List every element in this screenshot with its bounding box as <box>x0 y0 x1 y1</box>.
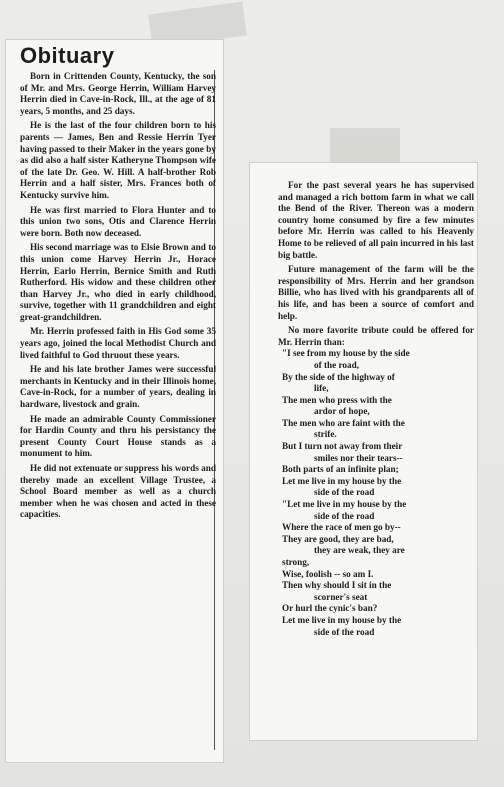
paragraph: Mr. Herrin professed faith in His God some 35 years ago, joined the local Methodist Church and lived faithful to God thruout these years. <box>20 326 216 360</box>
poem-line: The men who are faint with the <box>282 417 405 428</box>
poem-line: "I see from my house by the side <box>282 348 410 359</box>
poem-line: Let me live in my house by the <box>282 614 402 625</box>
poem-line: By the side of the highway of <box>282 371 395 382</box>
paragraph: Born in Crittenden County, Kentucky, the son of Mr. and Mrs. George Herrin, William Harvey Herrin died in Cave-in-Rock, Ill., at the age of 81 years, 5 months, and 25 days. <box>20 71 216 116</box>
paragraph: He did not extenuate or suppress his words and thereby made an excellent Village Trustee, a School Board member as well as a church member when he was chosen and acted in these capacities. <box>20 463 216 520</box>
poem-line: They are good, they are bad, <box>282 533 394 544</box>
poem-line: Where the race of men go by-- <box>282 522 401 533</box>
paragraph: Future management of the farm will be the responsibility of Mrs. Herrin and her grandson Billie, who has lived with his grandparents all of his life, and has been a source of comfort and help. <box>278 264 474 321</box>
paragraph: He is the last of the four children born to his parents — James, Ben and Ressie Herrin Tyer having passed to their Maker in the years gone by as did also a half sister Katheryne Thompson wife of the late Dr. Geo. W. Hill. A half-brother Rob Herrin and a half sister, Mrs. Frances both of Kentucky survive him. <box>20 120 216 200</box>
poem-line: Let me live in my house by the <box>282 475 402 486</box>
poem-line: smiles nor their tears-- <box>314 452 403 463</box>
poem-line: ardor of hope, <box>314 406 370 417</box>
obituary-column-left <box>20 44 216 524</box>
poem-line: The men who press with the <box>282 394 392 405</box>
poem-line: they are weak, they are <box>314 545 405 556</box>
poem-line: of the road, <box>314 359 359 370</box>
poem-line: side of the road <box>314 487 375 498</box>
poem-line: side of the road <box>314 626 375 637</box>
poem-line: strife. <box>314 429 337 440</box>
poem-line: strong, <box>282 557 310 567</box>
obituary-column-right <box>278 180 474 638</box>
poem <box>278 348 474 638</box>
poem-line: But I turn not away from their <box>282 441 403 452</box>
poem-line: Wise, foolish -- so am I. <box>282 568 374 579</box>
paragraph: He made an admirable County Commissioner for Hardin County and thru his persistancy the present County Court House stands as a monument to him. <box>20 413 216 459</box>
tape-strip <box>330 128 400 168</box>
poem-line: scorner's seat <box>314 591 368 602</box>
poem-line: Then why should I sit in the <box>282 580 392 591</box>
poem-line: Both parts of an infinite plan; <box>282 464 399 475</box>
paragraph: He and his late brother James were successful merchants in Kentucky and in their Illinois home, Cave-in-Rock, for a number of years, dealing in hardware, livestock and grain. <box>20 364 216 410</box>
poem-line: Or hurl the cynic's ban? <box>282 603 378 614</box>
paragraph: For the past several years he has supervised and managed a rich bottom farm in what we call the Bend of the River. Thereon was a modern country home consumed by fire a few minutes before Mr. Herrin was called to his Heavenly Home to be relieved of all pain incurred in his last big battle. <box>278 180 474 260</box>
poem-intro: No more favorite tribute could be offered for Mr. Herrin than: <box>278 325 474 347</box>
obituary-heading: Obituary <box>20 43 115 68</box>
poem-line: side of the road <box>314 510 375 521</box>
poem-line: life, <box>314 383 329 394</box>
paragraph: His second marriage was to Elsie Brown and to this union come Harvey Herrin Jr., Horace Herrin, Earlo Herrin, Bernice Smith and Ruth Rutherford. His widow and these children other than Harvey Jr., who died in early childhood, survive, together with 11 grandchildren and eight great-grandchildren. <box>20 242 216 322</box>
paragraph: He was first married to Flora Hunter and to this union two sons, Otis and Clarence Herrin were born. Both now deceased. <box>20 204 216 238</box>
poem-line: "Let me live in my house by the <box>282 499 407 510</box>
